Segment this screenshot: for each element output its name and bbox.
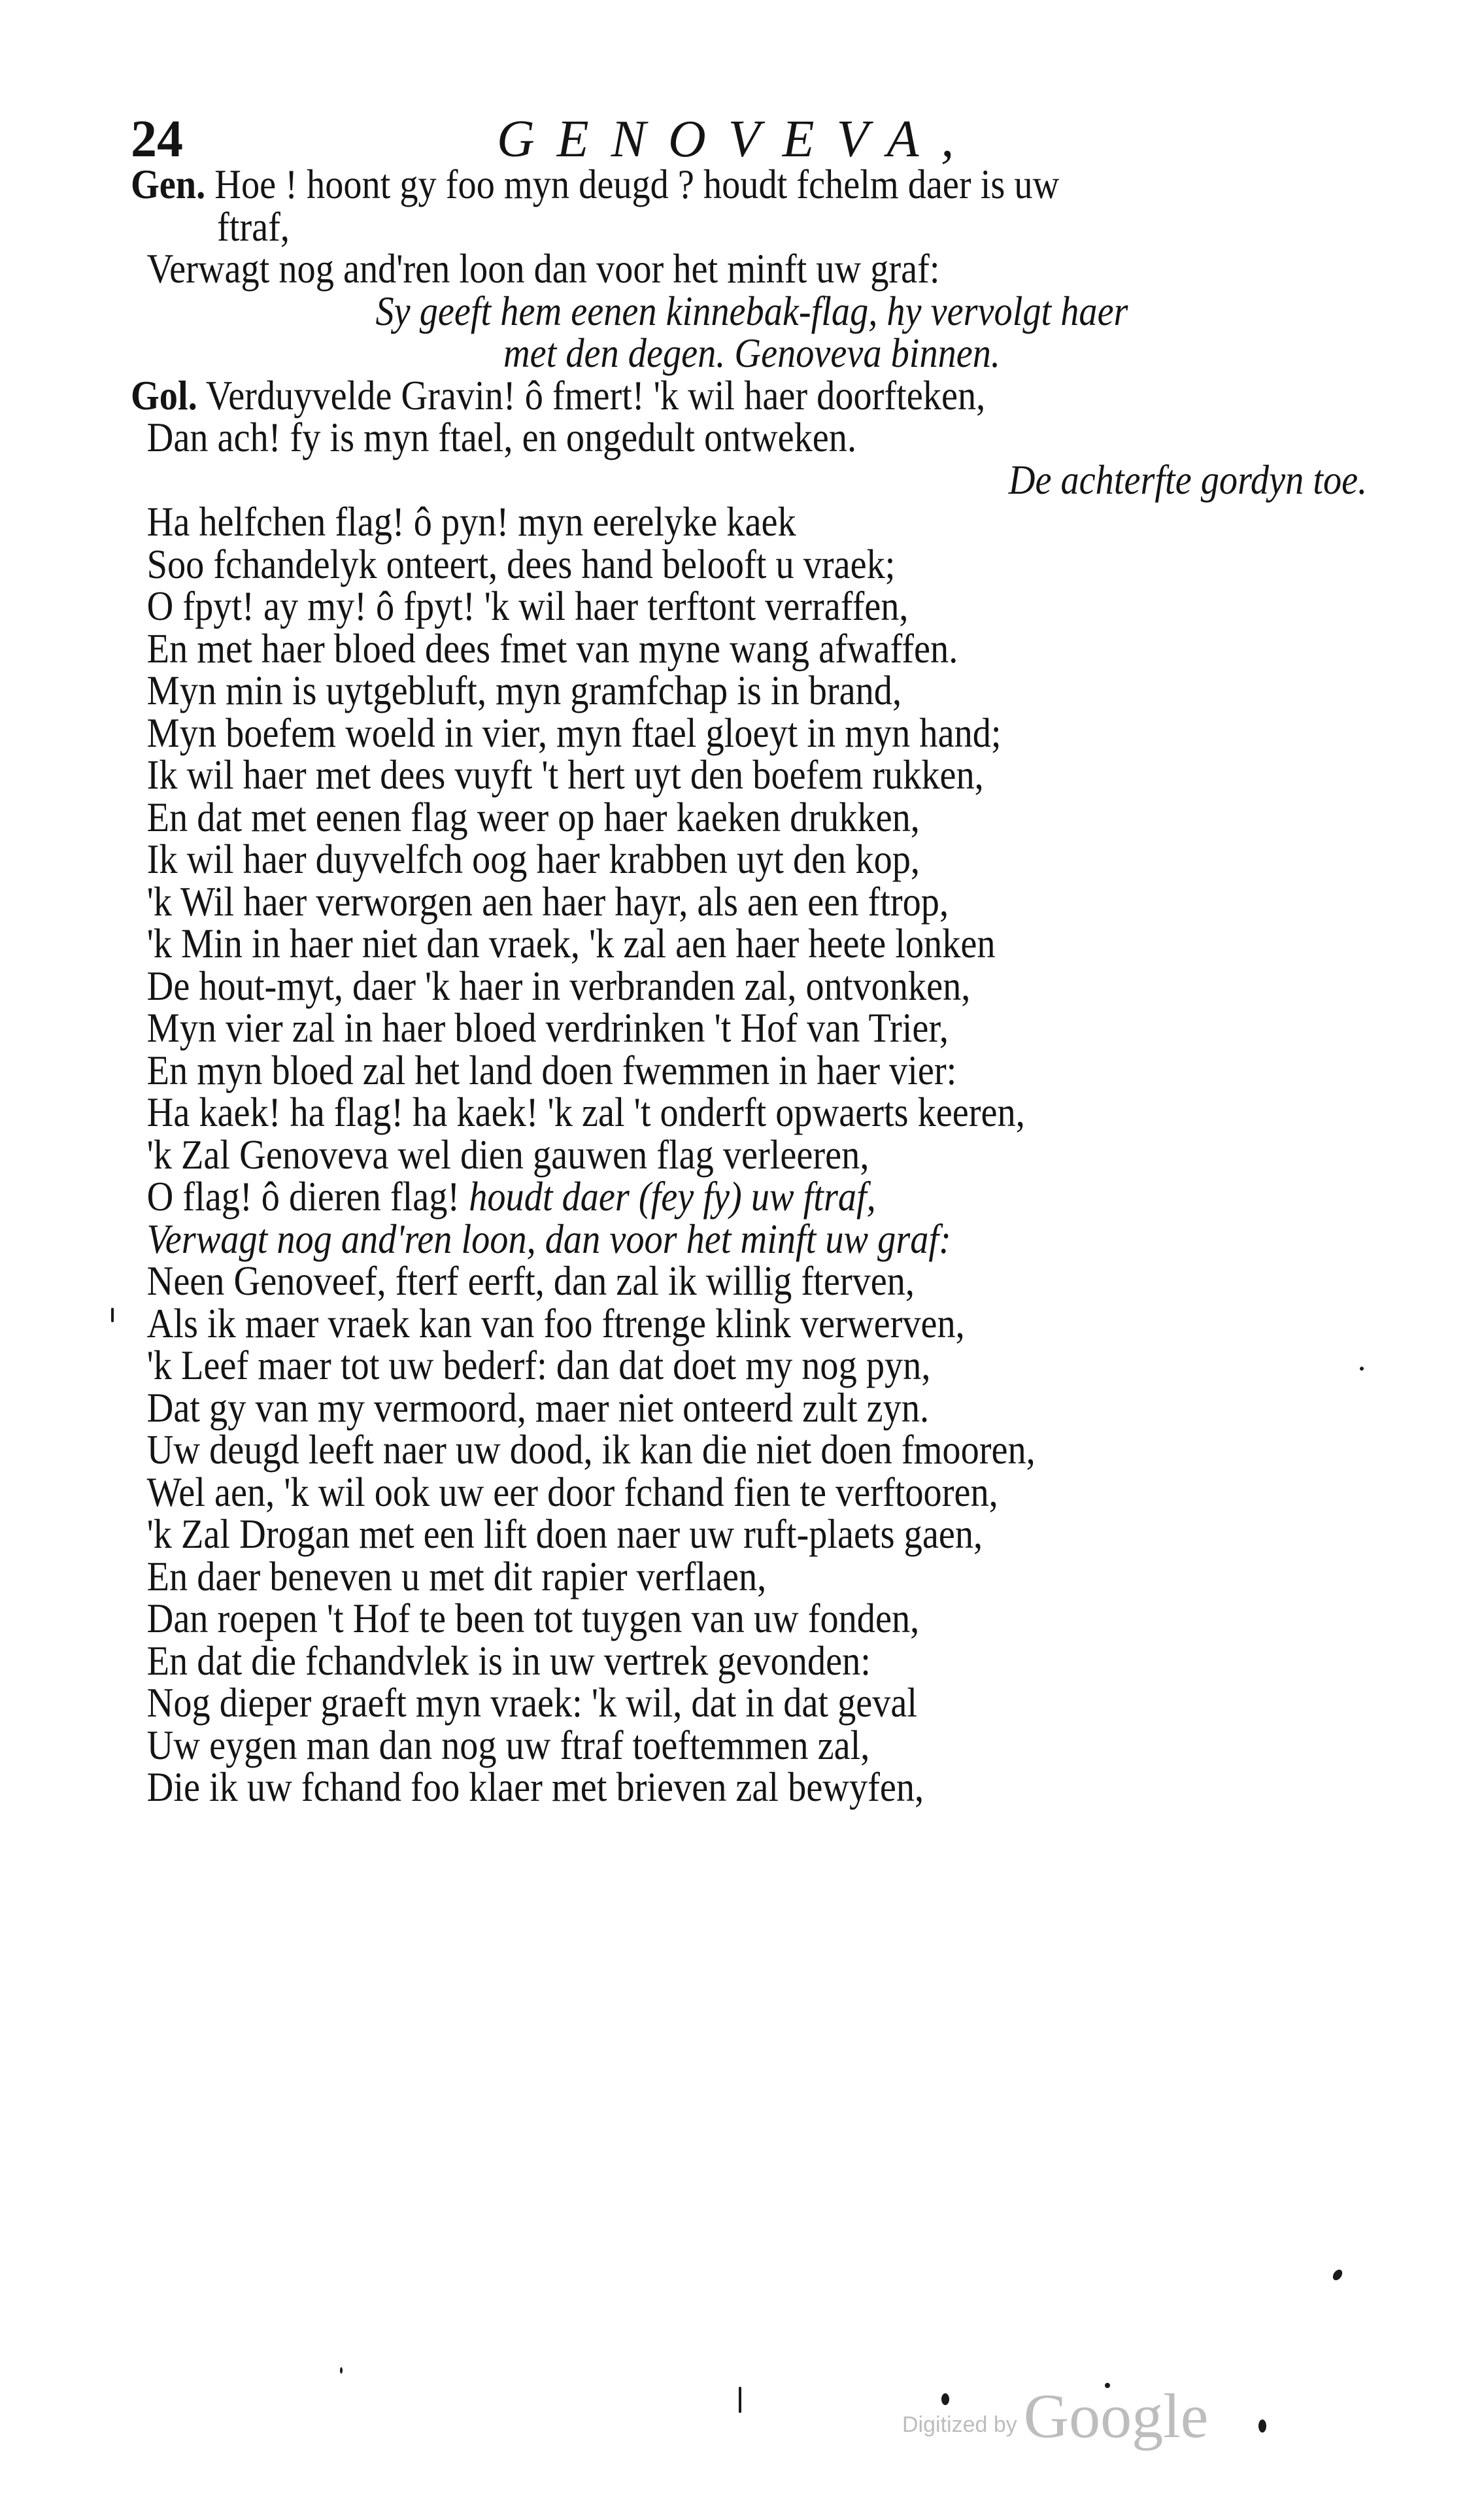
- line-text: En met haer bloed dees fmet van myne wang afwaffen.: [146, 624, 958, 672]
- verse-line: [131, 962, 1224, 1009]
- line-text: 'k Min in haer niet dan vraek, 'k zal aen haer heete lonken: [146, 920, 996, 966]
- line-text: En daer beneven u met dit rapier verflaen,: [146, 1552, 767, 1599]
- line-text: Verduyvelde Gravin! ô fmert! 'k wil haer doorfteken,: [197, 371, 986, 418]
- verse-line: [131, 1468, 1224, 1515]
- line-text: Neen Genoveef, fterf eerft, dan zal ik willig fterven,: [146, 1257, 915, 1304]
- line-text: De achterfte gordyn toe.: [1008, 456, 1368, 503]
- verse-line: [131, 1004, 1224, 1051]
- line-text: Nog dieper graeft myn vraek: 'k wil, dat in dat geval: [146, 1679, 918, 1726]
- line-text: Ha helfchen flag! ô pyn! myn eerelyke kaek: [146, 498, 796, 545]
- verse-line: [131, 1384, 1224, 1431]
- line-text: Hoe ! hoont gy foo myn deugd ? houdt fchelm daer is uw: [205, 161, 1060, 207]
- line-text: 'k Zal Drogan met een lift doen naer uw ruft-plaets gaen,: [146, 1511, 983, 1557]
- verse-line: [131, 709, 1224, 756]
- line-text: O fpyt! ay my! ô fpyt! 'k wil haer terftont verraffen,: [146, 583, 909, 629]
- verse-line: [131, 1552, 1224, 1599]
- verse-line: [131, 878, 1224, 925]
- line-text: met den degen. Genoveva binnen.: [503, 330, 1001, 376]
- line-text: O flag! ô dieren flag!: [146, 1173, 469, 1220]
- verse-line: [131, 585, 1224, 628]
- verse-line: [131, 1426, 1224, 1473]
- line-text: Myn boefem woeld in vier, myn ftael gloeyt in myn hand;: [146, 709, 1002, 756]
- line-text: 'k Leef maer tot uw bederf: dan dat doet my nog pyn,: [146, 1342, 931, 1388]
- verse-line: [131, 540, 1224, 587]
- stage-direction: [205, 287, 1298, 334]
- verse-line: [131, 203, 1224, 250]
- verse-line: [131, 920, 1224, 966]
- stage-direction: [280, 456, 1373, 503]
- line-text: Myn vier zal in haer bloed verdrinken 't Hof van Trier,: [146, 1004, 949, 1051]
- verse-line: [131, 1766, 1224, 1809]
- verse-line: [131, 163, 1224, 206]
- line-text: En dat die fchandvlek is in uw vertrek gevonden:: [146, 1637, 871, 1684]
- verse-line: [131, 1637, 1224, 1684]
- verse-line: [131, 245, 1224, 292]
- page-number: 24: [131, 111, 183, 168]
- verse-line: [131, 371, 1224, 418]
- line-text: Wel aen, 'k wil ook uw eer door fchand fien te verftooren,: [146, 1468, 998, 1515]
- verse-text: [131, 163, 1373, 1809]
- line-text: Ik wil haer met dees vuyft 't hert uyt den boefem rukken,: [146, 751, 984, 798]
- verse-line: [131, 1131, 1224, 1178]
- stage-direction: [205, 332, 1298, 375]
- verse-line: [131, 1257, 1224, 1304]
- line-text: Uw deugd leeft naer uw dood, ik kan die niet doen fmooren,: [146, 1426, 1036, 1473]
- speaker-label: Gol.: [131, 371, 197, 418]
- line-text: 'k Wil haer verworgen aen haer hayr, als aen een ftrop,: [146, 878, 949, 925]
- verse-line: [131, 1215, 1224, 1262]
- verse-line: [131, 1513, 1224, 1556]
- line-text: Verwagt nog and'ren loon, dan voor het minft uw graf:: [146, 1215, 951, 1262]
- line-text: Soo fchandelyk onteert, dees hand belooft u vraek;: [146, 540, 896, 587]
- line-text: Ha kaek! ha flag! ha kaek! 'k zal 't onderft opwaerts keeren,: [146, 1089, 1025, 1135]
- line-text: De hout-myt, daer 'k haer in verbranden zal, ontvonken,: [146, 962, 971, 1009]
- verse-line: [131, 1597, 1224, 1640]
- line-text: Dan ach! fy is myn ftael, en ongedult ontweken.: [146, 414, 857, 460]
- verse-line: [131, 624, 1224, 672]
- verse-line: [131, 1721, 1224, 1768]
- line-text: En myn bloed zal het land doen fwemmen in haer vier:: [146, 1046, 957, 1093]
- verse-line: [131, 1091, 1224, 1134]
- line-text: Ik wil haer duyvelfch oog haer krabben uyt den kop,: [146, 836, 920, 882]
- line-text: En dat met eenen flag weer op haer kaeken drukken,: [146, 793, 920, 840]
- watermark-brand: Google: [1023, 2381, 1209, 2451]
- line-text: Als ik maer vraek kan van foo ftrenge klink verwerven,: [146, 1299, 965, 1346]
- running-head: [131, 110, 1392, 169]
- verse-line: [131, 838, 1224, 881]
- line-text: Verwagt nog and'ren loon dan voor het minft uw graf:: [146, 245, 940, 292]
- verse-line: [131, 1046, 1224, 1093]
- line-text: Dat gy van my vermoord, maer niet onteerd zult zyn.: [146, 1384, 930, 1431]
- line-text: Uw eygen man dan nog uw ftraf toeftemmen zal,: [146, 1721, 870, 1768]
- verse-line: [131, 1679, 1224, 1726]
- line-text: Die ik uw fchand foo klaer met brieven zal bewyfen,: [146, 1764, 924, 1810]
- speaker-label: Gen.: [131, 161, 206, 207]
- line-text: Sy geeft hem eenen kinnebak-flag, hy vervolgt haer: [375, 287, 1128, 334]
- verse-line: [131, 751, 1224, 798]
- verse-line: [131, 498, 1224, 545]
- line-text: ftraf,: [217, 203, 290, 250]
- verse-line: [131, 1344, 1224, 1387]
- line-text: Myn min is uytgebluft, myn gramfchap is in brand,: [146, 667, 902, 713]
- verse-line: [131, 793, 1224, 840]
- verse-line: [131, 414, 1224, 460]
- digitized-by-google-watermark: [902, 2374, 1208, 2452]
- line-text: 'k Zal Genoveva wel dien gauwen flag verleeren,: [146, 1131, 869, 1178]
- watermark-prefix: Digitized by: [902, 2412, 1017, 2437]
- verse-line: [131, 1299, 1224, 1346]
- line-text-italic: houdt daer (fey fy) uw ftraf,: [469, 1173, 876, 1220]
- line-text: Dan roepen 't Hof te been tot tuygen van uw fonden,: [146, 1595, 920, 1641]
- running-title: GENOVEVA,: [497, 111, 977, 168]
- verse-line: [131, 1173, 1224, 1220]
- verse-line: [131, 667, 1224, 713]
